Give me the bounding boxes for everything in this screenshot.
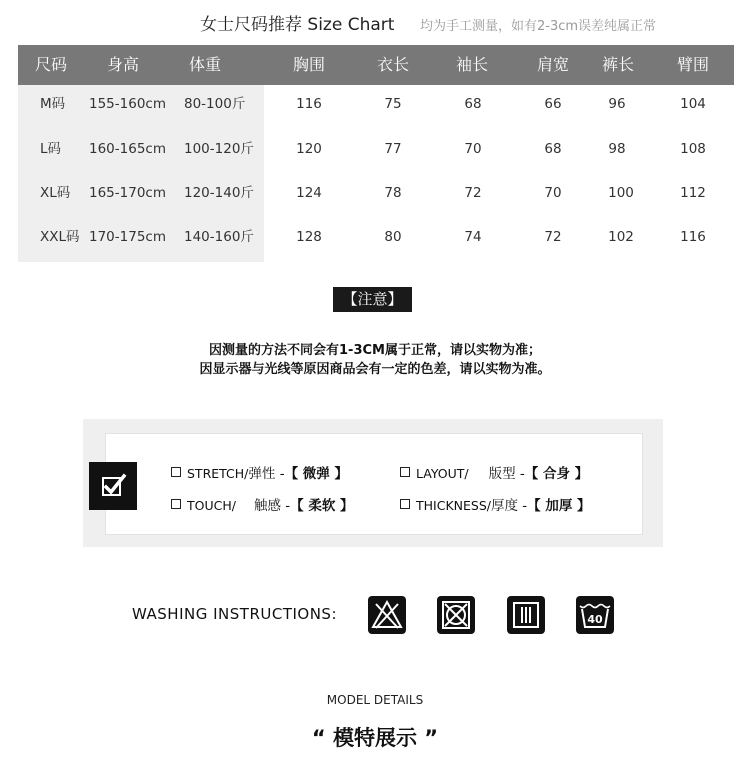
col-height: 身高 bbox=[106, 55, 139, 74]
attr-touch-value: 【 柔软 】 bbox=[290, 498, 354, 514]
attr-stretch bbox=[171, 462, 348, 482]
col-chest: 胸围 bbox=[292, 55, 325, 74]
attr-stretch-cn: 弹性 - bbox=[248, 466, 285, 482]
notice-line-1: 因测量的方法不同会有1-3CM属于正常，请以实物为准； bbox=[209, 343, 541, 358]
col-weight: 体重 bbox=[188, 55, 221, 74]
attr-thickness bbox=[400, 494, 591, 514]
col-sleeve: 袖长 bbox=[455, 55, 488, 74]
attributes-inner bbox=[105, 433, 643, 535]
table-cell: 128 bbox=[296, 229, 322, 245]
checkbox-empty-icon bbox=[400, 499, 410, 509]
attr-touch-label: TOUCH/ bbox=[187, 498, 236, 513]
table-cell: 77 bbox=[384, 141, 402, 157]
table-cell: 98 bbox=[608, 141, 626, 157]
table-cell: 74 bbox=[464, 229, 482, 245]
checkbox-icon bbox=[89, 462, 137, 510]
table-cell: 70 bbox=[544, 185, 562, 201]
table-cell: 75 bbox=[384, 96, 402, 112]
table-cell: 108 bbox=[680, 141, 706, 157]
checkbox-empty-icon bbox=[171, 467, 181, 477]
col-length: 衣长 bbox=[376, 55, 409, 74]
table-cell: 112 bbox=[680, 185, 706, 201]
table-cell: 102 bbox=[608, 229, 634, 245]
table-cell: 68 bbox=[544, 141, 562, 157]
col-size: 尺码 bbox=[34, 55, 67, 74]
table-cell: 140-160斤 bbox=[184, 229, 254, 245]
table-cell: XL码 bbox=[40, 185, 71, 201]
table-cell: 66 bbox=[544, 96, 562, 112]
attr-touch bbox=[171, 494, 354, 514]
table-cell: 80 bbox=[384, 229, 402, 245]
table-cell: 78 bbox=[384, 185, 402, 201]
table-cell: 116 bbox=[680, 229, 706, 245]
table-cell: XXL码 bbox=[40, 229, 80, 245]
table-cell: 120-140斤 bbox=[184, 185, 254, 201]
table-cell: 155-160cm bbox=[89, 96, 166, 112]
no-bleach-icon bbox=[368, 596, 406, 634]
table-cell: 116 bbox=[296, 96, 322, 112]
table-cell: 120 bbox=[296, 141, 322, 157]
attr-touch-cn: 触感 - bbox=[253, 498, 291, 514]
size-table-header bbox=[18, 45, 734, 85]
washing-instructions-label: WASHING INSTRUCTIONS: bbox=[132, 605, 338, 623]
table-cell: 165-170cm bbox=[89, 185, 166, 201]
col-shoulder: 肩宽 bbox=[536, 55, 569, 74]
attr-stretch-label: STRETCH/ bbox=[187, 466, 249, 481]
attr-layout-label: LAYOUT/ bbox=[416, 466, 469, 481]
dry-flat-icon bbox=[507, 596, 545, 634]
attr-stretch-value: 【 微弹 】 bbox=[284, 466, 348, 482]
attributes-panel bbox=[83, 419, 663, 547]
table-cell: 104 bbox=[680, 96, 706, 112]
table-cell: 72 bbox=[464, 185, 482, 201]
col-pants-length: 裤长 bbox=[601, 55, 634, 74]
table-cell: 170-175cm bbox=[89, 229, 166, 245]
notice-line-2: 因显示器与光线等原因商品会有一定的色差，请以实物为准。 bbox=[199, 362, 551, 377]
table-cell: 80-100斤 bbox=[184, 96, 246, 112]
attr-layout bbox=[400, 462, 588, 482]
attr-thickness-cn: 厚度 - bbox=[490, 498, 528, 514]
table-cell: M码 bbox=[40, 96, 66, 112]
no-tumble-dry-icon bbox=[437, 596, 475, 634]
measurement-note: 均为手工测量，如有2-3cm误差纯属正常 bbox=[420, 19, 657, 34]
col-arm: 臂围 bbox=[676, 55, 709, 74]
table-cell: 68 bbox=[464, 96, 482, 112]
size-chart-title: 女士尺码推荐 Size Chart bbox=[200, 15, 395, 35]
table-cell: 70 bbox=[464, 141, 482, 157]
table-cell: 100-120斤 bbox=[184, 141, 254, 157]
wash-40-icon bbox=[576, 596, 614, 634]
checkbox-empty-icon bbox=[400, 467, 410, 477]
attr-layout-value: 【 合身 】 bbox=[524, 466, 589, 482]
table-cell: 160-165cm bbox=[89, 141, 166, 157]
notice-badge: 【注意】 bbox=[333, 287, 412, 312]
attr-thickness-label: THICKNESS/ bbox=[416, 498, 491, 513]
table-cell: 100 bbox=[608, 185, 634, 201]
table-cell: 72 bbox=[544, 229, 562, 245]
attr-thickness-value: 【 加厚 】 bbox=[527, 498, 591, 514]
wash-temperature: 40 bbox=[587, 613, 603, 626]
model-title: “ 模特展示 ” bbox=[311, 726, 439, 750]
attr-layout-cn: 版型 - bbox=[488, 466, 525, 482]
table-cell: L码 bbox=[40, 141, 62, 157]
model-details-label: MODEL DETAILS bbox=[326, 693, 424, 707]
table-cell: 96 bbox=[608, 96, 626, 112]
table-cell: 124 bbox=[296, 185, 322, 201]
checkbox-empty-icon bbox=[171, 499, 181, 509]
